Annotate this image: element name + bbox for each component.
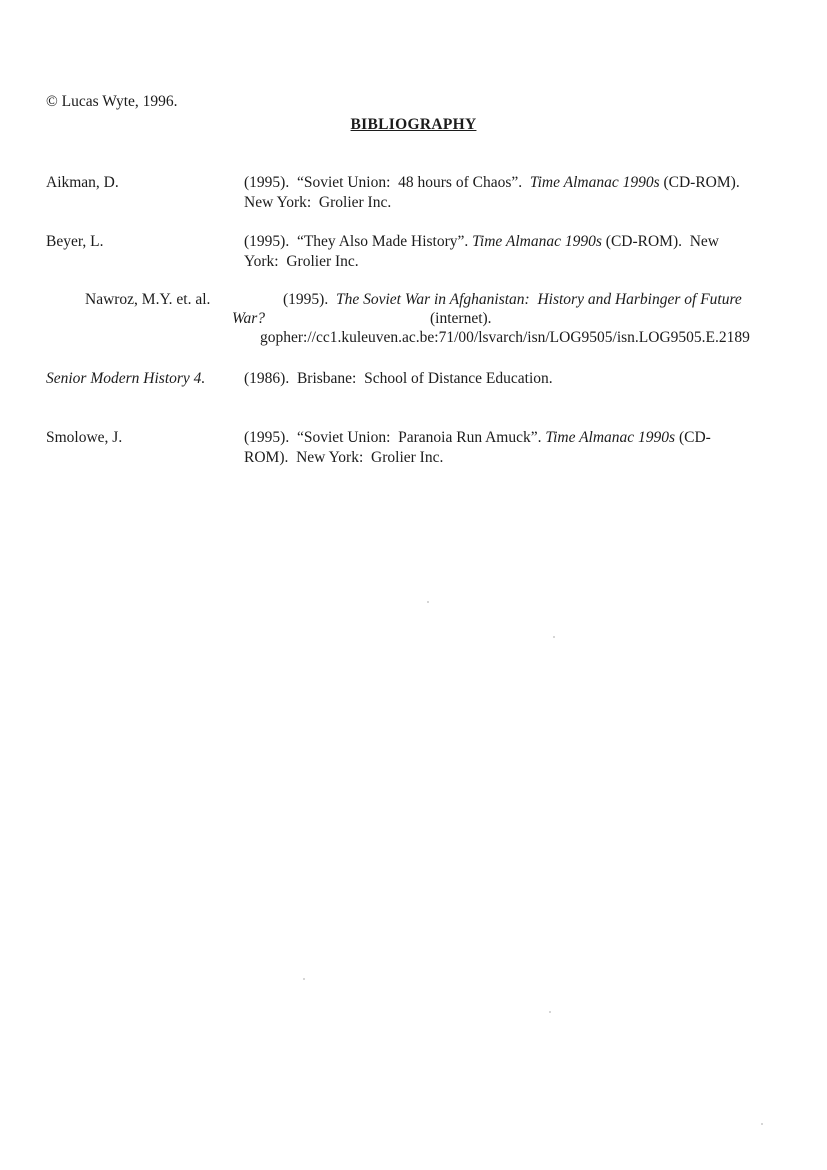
entry-author: Nawroz, M.Y. et. al. bbox=[85, 291, 211, 308]
citation-line: (1986). Brisbane: School of Distance Education. bbox=[244, 370, 553, 387]
citation-line bbox=[283, 292, 742, 308]
citation-line: York: Grolier Inc. bbox=[244, 253, 359, 270]
work-title: Time Almanac 1990s bbox=[545, 429, 676, 446]
citation-line bbox=[244, 175, 740, 191]
citation-text: (CD-ROM). New bbox=[601, 233, 720, 250]
entry-author: Smolowe, J. bbox=[46, 429, 123, 446]
scan-speck bbox=[549, 1011, 551, 1013]
url-text: gopher://cc1.kuleuven.ac.be:71/00/lsvarch/isn/LOG9505/isn.LOG9505.E.2189 bbox=[260, 329, 750, 346]
citation-text: (1995). “Soviet Union: Paranoia Run Amuck”. bbox=[244, 429, 546, 446]
work-title: Time Almanac 1990s bbox=[529, 174, 660, 191]
scan-speck bbox=[427, 601, 429, 603]
citation-line bbox=[244, 430, 711, 446]
entry-author: Senior Modern History 4. bbox=[46, 370, 206, 387]
scan-speck bbox=[761, 1123, 763, 1125]
citation-text: (1995). “They Also Made History”. bbox=[244, 233, 473, 250]
scan-speck bbox=[303, 978, 305, 980]
copyright-notice: © Lucas Wyte, 1996. bbox=[46, 93, 178, 110]
citation-text: (internet). bbox=[430, 310, 492, 327]
entry-author: Aikman, D. bbox=[46, 174, 119, 191]
citation-line: New York: Grolier Inc. bbox=[244, 194, 392, 211]
page-title: BIBLIOGRAPHY bbox=[350, 116, 477, 133]
citation-text: (1995). “Soviet Union: 48 hours of Chaos”. bbox=[244, 174, 530, 191]
work-title-continuation: War? bbox=[232, 310, 266, 327]
page-title-row bbox=[0, 116, 827, 134]
citation-line: ROM). New York: Grolier Inc. bbox=[244, 449, 444, 466]
citation-text: (1995). bbox=[283, 291, 336, 308]
work-title: The Soviet War in Afghanistan: History and Harbinger of Future bbox=[335, 291, 742, 308]
entry-author: Beyer, L. bbox=[46, 233, 104, 250]
scan-speck bbox=[553, 636, 555, 638]
citation-text: (CD-ROM). bbox=[659, 174, 740, 191]
work-title: Time Almanac 1990s bbox=[472, 233, 602, 250]
citation-line bbox=[244, 234, 719, 250]
citation-text: (CD- bbox=[675, 429, 711, 446]
